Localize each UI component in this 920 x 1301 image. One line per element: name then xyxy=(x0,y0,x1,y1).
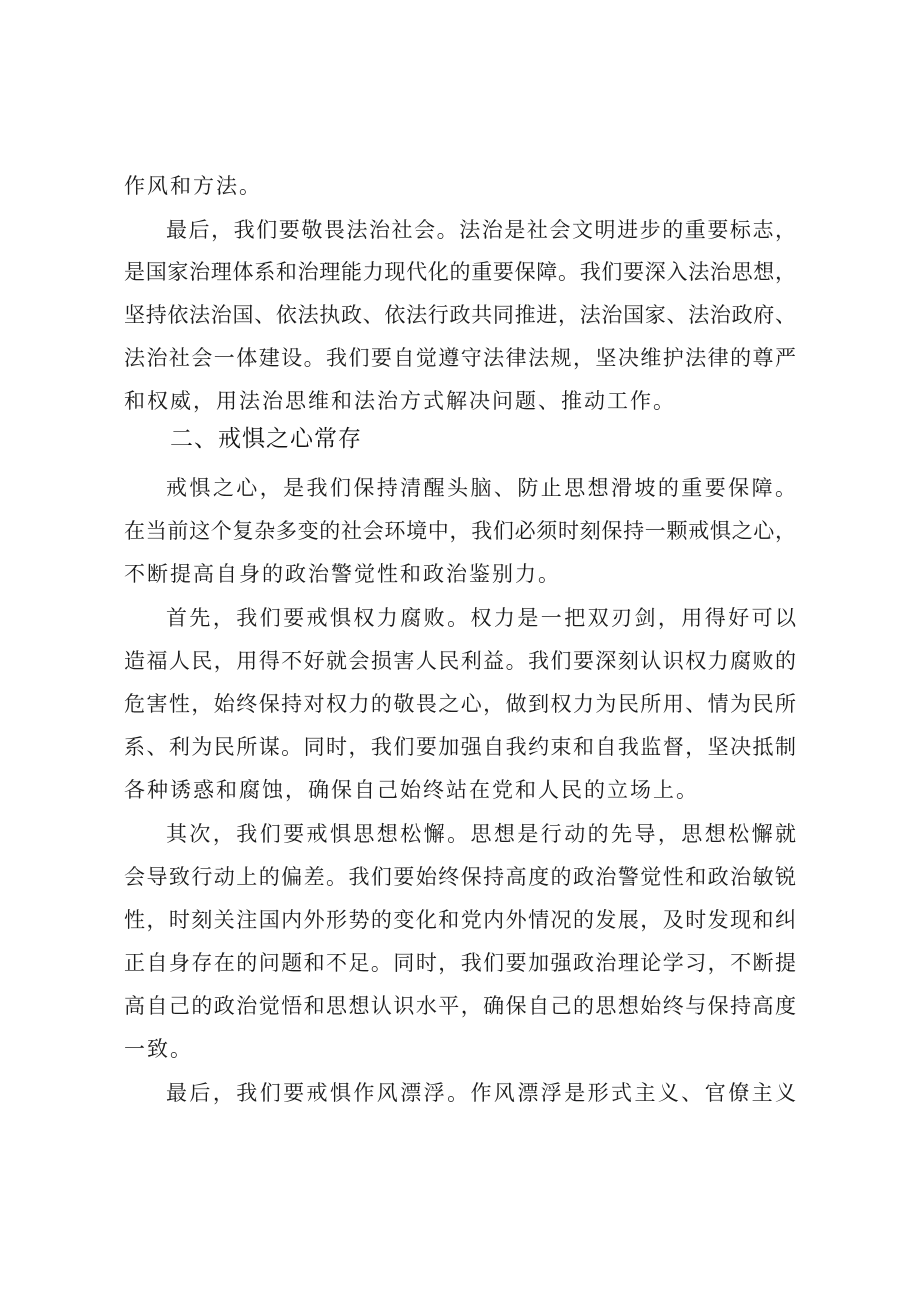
paragraph-line: 戒惧之心，是我们保持清醒头脑、防止思想滑坡的重要保障。 xyxy=(166,476,796,500)
paragraph-line: 高自己的政治觉悟和思想认识水平，确保自己的思想始终与保持高度 xyxy=(124,994,796,1018)
paragraph-line: 正自身存在的问题和不足。同时，我们要加强政治理论学习，不断提 xyxy=(124,951,796,975)
paragraph-line: 最后，我们要戒惧作风漂浮。作风漂浮是形式主义、官僚主义 xyxy=(166,1081,796,1105)
paragraph-line: 不断提高自身的政治警觉性和政治鉴别力。 xyxy=(124,562,561,586)
paragraph-line: 坚持依法治国、依法执政、依法行政共同推进，法治国家、法治政府、 xyxy=(124,303,796,327)
paragraph-line: 一致。 xyxy=(124,1037,193,1061)
paragraph-line: 各种诱惑和腐蚀，确保自己始终站在党和人民的立场上。 xyxy=(124,778,699,802)
paragraph-line: 造福人民，用得不好就会损害人民利益。我们要深刻认识权力腐败的 xyxy=(124,649,796,673)
paragraph-line: 危害性，始终保持对权力的敬畏之心，做到权力为民所用、情为民所 xyxy=(124,692,796,716)
paragraph-line: 其次，我们要戒惧思想松懈。思想是行动的先导，思想松懈就 xyxy=(166,822,796,846)
paragraph-line: 法治社会一体建设。我们要自觉遵守法律法规，坚决维护法律的尊严 xyxy=(124,346,796,370)
paragraph-line: 系、利为民所谋。同时，我们要加强自我约束和自我监督，坚决抵制 xyxy=(124,735,796,759)
paragraph-line: 性，时刻关注国内外形势的变化和党内外情况的发展，及时发现和纠 xyxy=(124,908,796,932)
paragraph-line: 和权威，用法治思维和法治方式解决问题、推动工作。 xyxy=(124,389,676,413)
paragraph-line: 首先，我们要戒惧权力腐败。权力是一把双刃剑，用得好可以 xyxy=(166,606,796,630)
paragraph-continuation-line: 作风和方法。 xyxy=(124,174,262,198)
section-heading: 二、戒惧之心常存 xyxy=(170,426,362,452)
paragraph-line: 在当前这个复杂多变的社会环境中，我们必须时刻保持一颗戒惧之心， xyxy=(124,519,796,543)
paragraph-line: 最后，我们要敬畏法治社会。法治是社会文明进步的重要标志， xyxy=(166,218,796,242)
paragraph-line: 是国家治理体系和治理能力现代化的重要保障。我们要深入法治思想， xyxy=(124,260,796,284)
paragraph-line: 会导致行动上的偏差。我们要始终保持高度的政治警觉性和政治敏锐 xyxy=(124,865,796,889)
